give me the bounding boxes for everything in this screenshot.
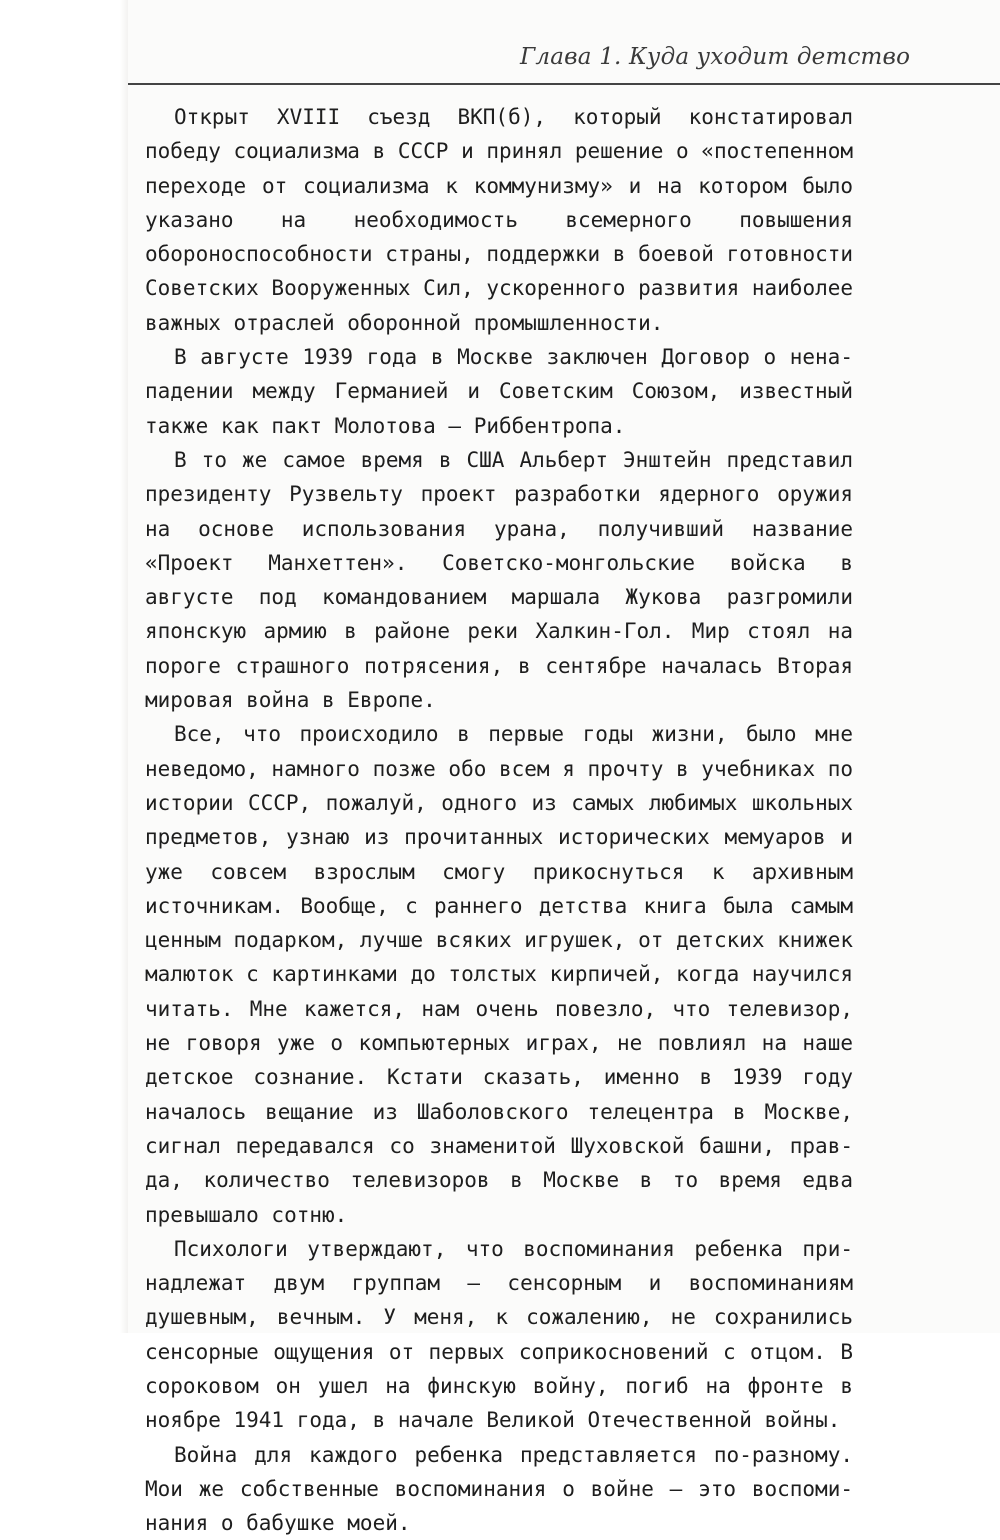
body-text xyxy=(145,100,853,1540)
header-rule xyxy=(128,83,1000,85)
paragraph: Психологи утверждают, что воспоминания ребенка принадлежат двум группам – сенсорным и воспоминаниям душевным, вечным. У меня, к сожалению, не сохранились сенсорные ощущения от первых соприкосновений с отцом. В сороковом он ушел на финскую войну, погиб на фронте в ноябре 1941 года, в начале Великой Отечественной войны. xyxy=(145,1236,853,1433)
running-head: Глава 1. Куда уходит детство xyxy=(520,44,911,70)
paragraph: Открыт XVIII съезд ВКП(б), который констатировал победу социализма в СССР и принял решение о «постепенном переходе от социализма к коммунизму» и на котором было указано на необходимость всемерного повышения обороноспособности страны, поддержки в боевой готовности Советских Вооруженных Сил, ускоренного развития наиболее важных отраслей оборонной промышленности. xyxy=(145,105,854,335)
paragraph: Все, что происходило в первые годы жизни, было мне неведомо, намного позже обо всем я прочту в учебниках по истории СССР, пожалуй, одного из самых любимых школьных предметов, узнаю из прочитанных исторических мемуаров и уже совсем взрослым смогу прикоснуться к архивным источникам. Вообще, с раннего детства книга была самым ценным подарком, лучше всяких игрушек, от детских книжек малюток с картинками до толстых кирпичей, когда научился читать. Мне кажется, нам очень повезло, что телевизор, не говоря уже о компьютерных играх, не повлиял на наше детское сознание. Кстати сказать, именно в 1939 году началось вещание из Шаболовского телецентра в Москве, сигнал передавался со знаменитой Шуховской башни, правда, количество телевизоров в Москве в то время едва превышало сотню. xyxy=(145,722,854,1227)
paragraph: Война для каждого ребенка представляется по-разному. Мои же собственные воспоминания о войне – это воспоминания о бабушке моей. xyxy=(145,1442,853,1536)
paragraph: В то же самое время в США Альберт Энштейн представил президенту Рузвельту проект разработки ядерного оружия на основе использования урана, получивший название «Проект Манхеттен». Советско-монгольские войска в августе под командованием маршала Жукова разгромили японскую армию в районе реки Халкин-Гол. Мир стоял на пороге страшного потрясения, в сентябре началась Вторая мировая война в Европе. xyxy=(145,447,853,713)
paragraph: В августе 1939 года в Москве заключен Договор о ненападении между Германией и Советским Союзом, известный также как пакт Молотова – Риббентропа. xyxy=(145,345,853,438)
